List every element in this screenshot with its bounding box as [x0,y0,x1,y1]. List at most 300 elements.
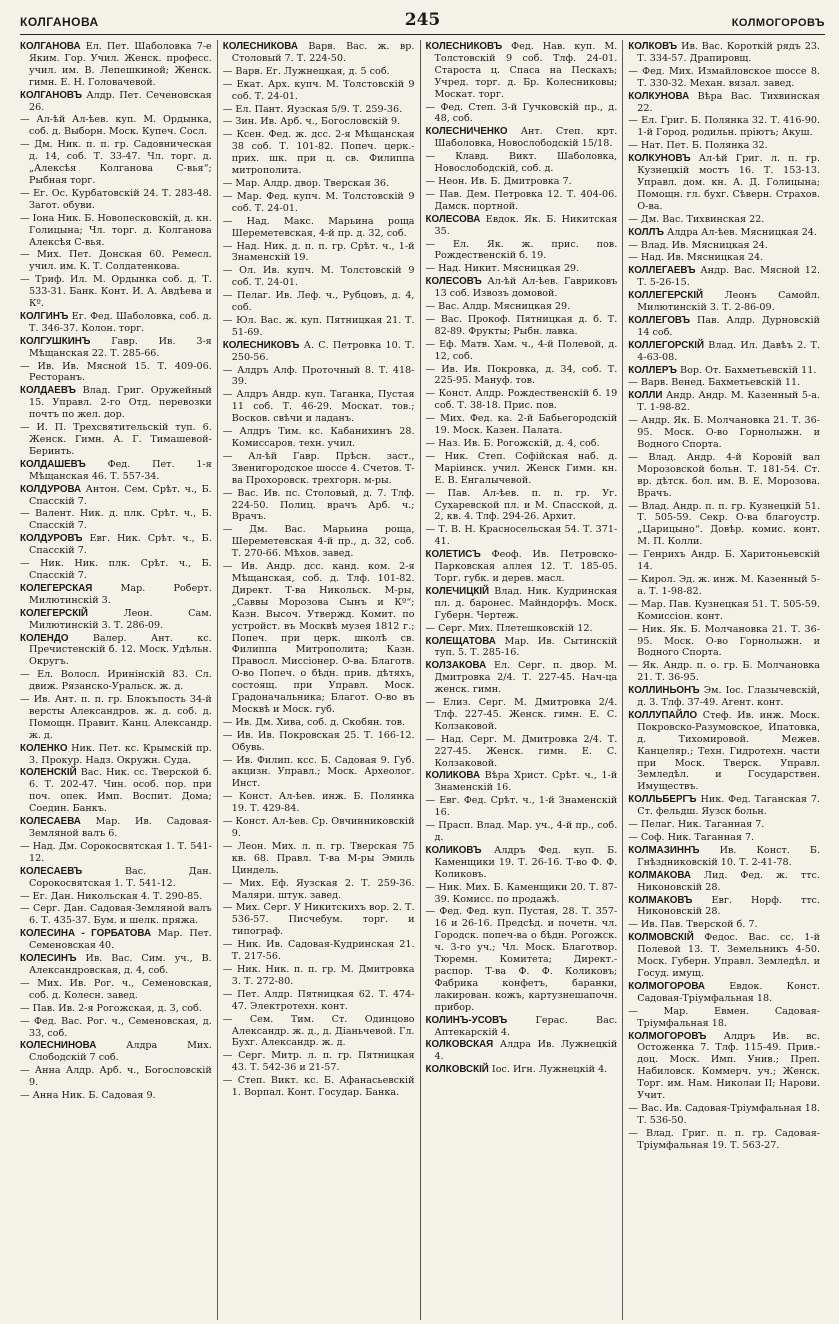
directory-entry [223,730,415,754]
directory-entry [20,583,212,607]
entry-surname: КОЛГАНОВА [20,41,81,52]
entry-text: — Юл. Вас. ж. куп. Пятницкая 21. Т. 51-69. [222,314,415,338]
entry-surname: КОЛЕСНИКОВА [222,41,298,52]
entry-text: — Еф. Матв. Хам. ч., 4-й Полевой, д. 12, соб. [425,338,618,362]
directory-entry [426,488,618,524]
directory-entry [223,964,415,988]
directory-entry [20,1003,212,1015]
directory-entry [20,533,212,557]
entry-surname: КОЛКУНОВА [628,90,690,102]
entry-surname: КОЛЛЕРЪ [628,364,677,376]
entry-surname: КОЛЛУПАЙЛО [628,709,698,721]
entry-surname: КОЛЕСНИНОВА [20,1040,97,1052]
entry-text: — Нат. Пет. Б. Полянка 32. [628,140,768,152]
directory-entry [426,636,618,660]
directory-entry [628,660,820,684]
directory-entry [426,301,618,313]
directory-entry [223,755,415,791]
entry-text: — Пет. Алдр. Пятницкая 62. Т. 474-47. Электротехн. конт. [222,988,415,1012]
entry-text: — Екат. Арх. купч. М. Толстовскій 9 соб. Т. 24-01. [222,78,415,102]
entry-surname: КОЛЕСАЕВА [20,816,81,828]
entry-surname: КОЛЛЬБЕРГЪ [628,794,697,806]
entry-text: — Ол. Ив. купч. М. Толстовскій 9 соб. Т. 24-01. [222,265,415,289]
directory-entry [20,767,212,815]
directory-entry [628,390,820,414]
entry-text: Влад. Григ. Оружейный 15. Управл. 2-го Отд. перевозки почтъ по жел. дор. [29,385,212,421]
directory-entry [426,549,618,585]
entry-text: Ив. Вас. Сим. уч., В. Александровская, д. 4, соб. [29,953,212,976]
directory-entry [426,413,618,437]
directory-entry [628,41,820,65]
directory-entry [628,140,820,152]
directory-entry [426,586,618,622]
entry-text: — Клавд. Викт. Шаболовка, Новослободскій, соб. д. [425,151,618,175]
entry-text: — Ив. Филип. ксс. Б. Садовая 9. Губ. акцизн. Управл.; Моск. Археолог. Инст. [222,754,415,790]
directory-entry [426,845,618,881]
directory-entry [20,1040,212,1064]
directory-entry [223,116,415,128]
directory-entry [223,524,415,560]
entry-text: — Алдръ Алф. Проточный 8. Т. 418-39. [222,364,415,388]
page-header [20,8,825,35]
entry-surname: КОЛДУРОВЪ [20,533,83,545]
entry-text: — Серг. Митр. л. п. гр. Пятницкая 43. Т. 542-36 и 21-57. [222,1050,415,1074]
entry-text: — Ив. Ант. п. п. гр. Блокъпость 34-й версты Александров. ж. д. соб. д. Помощн. Правит. Канц. Александр. ж. д. [20,694,212,741]
entry-text: Гавр. Ив. 3-я Мѣщанская 22. Т. 285-66. [29,335,212,359]
directory-entry [20,928,212,952]
directory-entry [426,697,618,733]
entry-text: Ив. Конст. Б. Гнѣздниковскій 10. Т. 2-41-78. [637,844,820,868]
directory-entry [426,176,618,188]
entry-text: — Ег. Дан. Никольская 4. Т. 290-85. [20,890,203,902]
directory-entry [628,365,820,377]
entry-text: Валер. Ант. кс. Пречистенскій б. 12. Моск. Удѣльн. Округъ. [29,632,212,668]
entry-text: — Іона Ник. Б. Новопесковскій, д. кн. Голицына; Чл. торг. д. Колганова Алексѣя С-вья. [20,212,212,248]
entry-text: А. С. Петровка 10. Т. 250-56. [231,339,415,363]
directory-entry [628,240,820,252]
entry-surname: КОЛЛЕГОВЪ [628,314,691,326]
directory-entry [223,191,415,215]
directory-entry [628,415,820,451]
entry-surname: КОЛЕСАЕВЪ [20,865,83,877]
directory-entry [628,153,820,213]
directory-entry [223,129,415,177]
entry-surname: КОЛЗАКОВА [425,660,487,672]
directory-entry [20,558,212,582]
entry-surname: КОЛЛЕГЕРСКІЙ [628,290,704,302]
directory-entry [426,1064,618,1076]
directory-entry [628,919,820,931]
directory-entry [426,906,618,1013]
entry-text: Евдок. Як. Б. Никитская 35. [434,213,618,237]
entry-surname: КОЛКОВСКАЯ [425,1039,494,1051]
directory-entry [628,685,820,709]
directory-entry [628,819,820,831]
entry-text: — Мих. Ив. Рог. ч., Семеновская, соб. д. Колесн. завед. [20,977,212,1001]
entry-text: — Ив. Пав. Тверской б. 7. [628,919,758,931]
directory-entry [20,139,212,187]
directory-entry [426,1015,618,1039]
directory-entry [628,377,820,389]
entry-text: — Соф. Ник. Таганная 7. [628,832,755,843]
column-3 [420,40,623,1320]
entry-surname: КОЛЕЩАТОВА [425,635,496,647]
entry-text: — Мар. Фед. купч. М. Толстовскій 9 соб. Т. 24-01. [222,190,415,214]
directory-entry [223,265,415,289]
entry-surname: КОЛЕНСКІЙ [20,767,77,779]
entry-text: — Ег. Ос. Курбатовскій 24. Т. 283-48. Загот. обуви. [20,187,212,211]
directory-entry [628,549,820,573]
entry-surname: КОЛГУШКИНЪ [20,335,91,347]
directory-entry [20,866,212,890]
entry-text: — Ник. Як. Б. Молчановка 21. Т. 36-95. Моск. О-во Горнолыжн. и Водного Спорта. [628,623,820,659]
entry-text: — Конст. Ал-ѣев. инж. Б. Полянка 19. Т. 429-84. [222,791,415,815]
entry-surname: КОЛМОВСКІЙ [628,932,694,944]
entry-text: — Наз. Ив. Б. Рогожскій, д. 4, соб. [425,438,600,449]
entry-text: Ег. Фед. Шаболовка, соб. д. Т. 346-37. Колон. торг. [29,310,212,334]
entry-text: Мар. Пет. Семеновская 40. [29,928,212,952]
directory-entry [628,290,820,314]
directory-entry [628,115,820,139]
entry-text: — Мар. Алдр. двор. Тверская 36. [222,177,390,189]
directory-entry [426,524,618,548]
directory-entry [628,870,820,894]
directory-entry [20,608,212,632]
entry-text: — Мар. Евмен. Садовая-Тріумфальная 18. [628,1005,820,1029]
directory-entry [628,624,820,660]
entry-text: — Вас. Ив. пс. Столовый, д. 7. Тлф. 224-50. Полиц. врачъ Арб. ч.; Врачъ. [222,487,415,523]
entry-text: — Ив. Ив. Покровка, д. 34, соб. Т. 225-95. Мануф. тов. [425,363,618,387]
directory-entry [223,791,415,815]
directory-entry [20,1065,212,1089]
entry-text: Леон. Сам. Милютинскій 3. Т. 286-09. [29,607,212,631]
entry-text: — Варв. Ег. Лужнецкая, д. 5 соб. [222,65,390,77]
entry-surname: КОЛЕГЕРСКАЯ [20,582,93,594]
directory-entry [426,795,618,819]
entry-text: — Конст. Ал-ѣев. Ср. Овчинниковскій 9. [222,816,415,839]
entry-surname: КОЛЕСОВЪ [425,276,482,288]
entry-text: — Степ. Викт. кс. Б. Афанасьевскій 1. Ворпал. Конт. Государ. Банка. [222,1075,415,1099]
directory-entry [628,932,820,980]
entry-text: — Ел. Як. ж. прис. пов. Рождественскій б. 19. [425,238,618,262]
directory-entry [628,832,820,844]
entry-surname: КОЛЕТИСЪ [425,549,481,561]
entry-surname: КОЛЛЕГАЕВЪ [628,265,696,277]
entry-text: — Елиз. Серг. М. Дмитровка 2/4. Тлф. 227-45. Женск. гимн. Е. С. Колзаковой. [425,697,618,732]
entry-text: Алдра Ив. Лужнецкій 4. [434,1039,618,1063]
entry-text: — Пав. Ив. 2-я Рогожская, д. 3, соб. [20,1002,202,1014]
entry-text: — Як. Андр. п. о. гр. Б. Молчановка 21. Т. 36-95. [628,660,820,684]
directory-entry [20,903,212,927]
entry-text: — Ив. Дм. Хива, соб. д. Скобян. тов. [222,716,406,728]
entry-text: — Ив. Ив. Покровская 25. Т. 166-12. Обувь. [222,729,415,753]
directory-entry [426,263,618,275]
directory-entry [426,214,618,238]
entry-text: — Влад. Андр. 4-й Коровій вал Морозовской больн. Т. 181-54. Ст. вр. дѣтск. бол. им. В. Е. Морозова. Врачъ. [628,451,820,499]
directory-entry [223,66,415,78]
directory-entry [426,734,618,770]
directory-entry [20,816,212,840]
entry-text: — Пав. Ал-ѣев. п. п. гр. Уг. Сухаревской пл. и М. Спасской, д. 2, кв. 4. Тлф. 294-26. Архит. [425,487,618,523]
entry-surname: КОЛЕСИНЪ [20,953,77,965]
entry-text: — Фед. Степ. 3-й Гучковскій пр., д. 48, соб. [425,101,618,125]
directory-entry [628,452,820,500]
running-head-left: КОЛГАНОВА [20,15,99,29]
entry-surname: КОЛДУРОВА [20,483,82,495]
entry-text: Мар. Ив. Садовая-Земляной валъ 6. [29,816,212,839]
directory-entry [223,241,415,265]
directory-entry [20,114,212,138]
directory-entry [20,90,212,114]
entry-text: — Над. Дм. Сорокосвятская 1. Т. 541-12. [20,840,212,864]
entry-text: — Ник. Степ. Софійская наб. д. Маріинск. учил. Женск Гимн. кн. Е. В. Енгалычевой. [425,450,618,486]
directory-entry [223,1014,415,1050]
directory-entry [628,501,820,549]
entry-text: Евдок. Конст. Садовая-Тріумфальная 18. [637,980,820,1004]
directory-entry [223,216,415,240]
directory-entry [426,189,618,213]
entry-text: — Анна Ник. Б. Садовая 9. [20,1090,156,1102]
entry-surname: КОЛИНЪ-УСОВЪ [425,1014,508,1026]
directory-entry [223,989,415,1013]
directory-entry [426,126,618,150]
entry-surname: КОЛКОВСКІЙ [425,1064,489,1076]
entry-text: Алдра Ал-ѣев. Мясницкая 24. [666,226,817,238]
entry-text: — Влад. Ив. Мясницкая 24. [628,239,768,251]
entry-surname: КОЛКОВЪ [628,41,678,52]
entry-text: — Серг. Мих. Плетешковскій 12. [425,622,593,634]
entry-text: — Ксен. Фед. ж. дсс. 2-я Мѣщанская 38 соб. Т. 101-82. Попеч. церк.-прих. шк. при ц. св. Филиппа митрополита. [222,129,415,177]
directory-entry [223,365,415,389]
directory-entry [223,816,415,840]
directory-entry [628,895,820,919]
entry-text: Эм. Іос. Глазычевскій, д. 3. Тлф. 37-49. Агент. конт. [637,685,820,709]
directory-entry [20,1090,212,1102]
entry-text: — Влад. Андр. п. п. гр. Кузнецкій 51. Т. 505-59. Секр. О-ва благоустр. „Царицыно“. Довѣр. комис. конт. М. П. Колли. [628,500,820,548]
entry-text: — Т. В. Н. Красносельская 54. Т. 371-41. [425,524,618,548]
directory-entry [628,1006,820,1030]
directory-entry [426,151,618,175]
entry-text: — Мих. Фед. ка. 2-й Бабьегородскій 19. Моск. Казен. Палата. [425,413,618,437]
directory-entry [628,1103,820,1127]
directory-entry [223,878,415,902]
entry-text: Вѣра Вас. Тихвинская 22. [637,90,820,114]
directory-entry [628,845,820,869]
directory-entry [20,274,212,310]
directory-entry [20,891,212,903]
directory-entry [628,315,820,339]
directory-entry [628,1031,820,1102]
entry-text: — Дм. Ник. п. п. гр. Садовническая д. 14, соб. Т. 33-47. Чл. торг. д. „Алексѣя Колганова С-вья“; Рыбная торг. [20,139,212,186]
directory-entry [223,1075,415,1099]
directory-entry [426,882,618,906]
entry-text: — Вас. Ив. Садовая-Тріумфальная 18. Т. 536-50. [628,1102,820,1126]
entry-surname: КОЛДАЕВЪ [20,385,76,397]
entry-text: — Ник. Ник. п. п. гр. М. Дмитровка 3. Т. 272-80. [222,963,415,987]
entry-text: — Вас. Прокоф. Пятницкая д. б. Т. 82-89. Фрукты; Рыбн. лавка. [425,313,618,337]
entry-surname: КОЛМОГОРОВЪ [628,1030,707,1042]
directory-entry [20,336,212,360]
directory-entry [426,623,618,635]
entry-text: — Алдръ Андр. куп. Таганка, Пустая 11 соб. Т. 46-29. Москат. тов.; Восков. свѣчи и ладанъ. [222,389,415,425]
entry-surname: КОЛИКОВА [425,770,481,782]
entry-text: — Леон. Мих. л. п. гр. Тверская 75 кв. 68. Правл. Т-ва М-ры Эмиль Циндель. [222,840,415,876]
entry-text: — Пелаг. Ник. Таганная 7. [628,819,765,831]
entry-surname: КОЛЕНКО [20,742,68,754]
directory-entry [20,953,212,977]
entry-text: Евг. Норф. ттс. Никоновскій 28. [637,894,820,918]
entry-text: Ник. Пет. кс. Крымскій пр. 3. Прокур. Надз. Окружн. Суда. [29,742,212,766]
entry-text: — Андр. Як. Б. Молчановка 21. Т. 36-95. Моск. О-во Горнолыжн. и Водного Спорта. [628,415,820,450]
directory-entry [20,694,212,742]
entry-text: — Кирол. Эд. ж. инж. М. Казенный 5-а. Т. 1-98-82. [628,573,820,597]
entry-text: — Над. Ив. Мясницкая 24. [628,252,764,264]
directory-entry [20,508,212,532]
entry-surname: КОЛЛЪ [628,226,664,238]
directory-entry [20,1016,212,1040]
entry-text: — Мих. Пет. Донская 60. Ремесл. учил. им. К. Т. Солдатенкова. [20,249,212,273]
entry-surname: КОЛМАКОВА [628,869,691,881]
entry-surname: КОЛЕСОВА [425,213,481,225]
entry-text: — Сем. Тим. Ст. Одинцово Александр. ж. д., д. Діаньчевой. Гл. Бухг. Александр. ж. д. [222,1013,415,1049]
directory-entry [20,484,212,508]
directory-entry [223,178,415,190]
entry-text: — Генрихъ Андр. Б. Харитоньевскій 14. [628,549,820,573]
directory-entry [628,91,820,115]
entry-text: — Конст. Алдр. Рождественскій б. 19 соб. Т. 38-18. Прис. пов. [425,388,618,412]
directory-entry [426,276,618,300]
entry-text: — Прасп. Влад. Мар. уч., 4-й пр., соб. д. [425,820,618,843]
directory-entry [223,1050,415,1074]
directory-entry [223,717,415,729]
entry-text: — Валент. Ник. д. плк. Срѣт. ч., Б. Спасскій 7. [20,508,212,532]
entry-surname: КОЛЛЕГОРСКІЙ [628,339,705,351]
column-2 [217,40,420,1320]
entry-text: Вас. Ник. сс. Тверской б. 6. Т. 202-47. Чин. особ. пор. при поч. опек. Имп. Воспит. Дома; Соедин. Банкъ. [29,767,212,815]
directory-entry [426,314,618,338]
entry-text: — Дм. Вас. Марьина роща, Шереметевская 4-й пр., д. 32, соб. Т. 270-66. Мѣхов. завед. [222,524,415,560]
entry-text: — Анна Алдр. Арб. ч., Богословскій 9. [20,1065,212,1089]
directory-entry [628,265,820,289]
entry-text: — Фед. Фед. куп. Пустая, 28. Т. 357-16 и 26-16. Предсѣд. и почетн. чл. Городск. попеч-ва о бѣдн. Рогожск. ч. 3-го уч.; Чл. Моск. Благотвор. Тюремн. Комитета; Директ.-распор. Т-ва Ф. Ф. Коликовъ; Фабрика конфетъ, баранки, лакирован. кожъ, картузнешапочн. прибор. [425,906,618,1013]
entry-text: — Мар. Пав. Кузнецкая 51. Т. 505-59. Комиссіон. конт. [628,598,820,622]
entry-text: — Ив. Андр. дсс. канд. ком. 2-я Мѣщанская, соб. д. Тлф. 101-82. Директ. Т-ва Никольск. М-ры, „Саввы Морозова Сынъ и Кº“; Казн. Высоч. Утвержд. Комит. по устройст. въ Москвѣ музея 1812 г.; Попеч. при церк. школѣ св. Филиппа Митрополита; Казн. Правосл. Миссіонер. О-ва. Благотв. О-во Попеч. о бѣдн. прив. дѣтяхъ, состоящ. при Управл. Моск. Градоначальника; Благот. О-во въ Москвѣ и Моск. губ. [222,561,415,715]
entry-text: Алдр. Пет. Сеченовская 26. [29,89,212,113]
entry-text: — Над. Серг. М. Дмитровка 2/4. Т. 227-45. Женск. гимн. Е. С. Колзаковой. [425,733,618,769]
entry-text: Ал-ѣй Ал-ѣев. Гавриковъ 13 соб. Извозъ домовой. [434,276,618,300]
directory-entry [426,1039,618,1063]
directory-entry [223,426,415,450]
directory-entry [223,841,415,877]
directory-entry [628,599,820,623]
directory-entry [628,794,820,818]
directory-entry [628,227,820,239]
directory-entry [20,188,212,212]
entry-text: — Пелаг. Ив. Леф. ч., Рубцовъ, д. 4, соб. [222,290,415,314]
entry-text: — Ал-ѣй Гавр. Прѣсн. заст., Звенигородское шоссе 4. Счетов. Т-ва Прохоровск. трехгорн. м-ры. [222,450,415,486]
entry-surname: КОЛИКОВЪ [425,844,482,856]
directory-entry [426,239,618,263]
entry-surname: КОЛЕСНИКОВЪ [222,339,300,351]
directory-entry [426,438,618,450]
entry-text: Федос. Вас. сс. 1-й Полевой 13. Т. Земельникъ 4-50. Моск. Губерн. Управл. Земледѣл. и Госуд. имущ. [637,932,820,979]
directory-entry [426,770,618,794]
entry-text: Вѣра Христ. Срѣт. ч., 1-й Знаменскій 16. [434,770,618,794]
entry-surname: КОЛЛИНЬОНЪ [628,685,700,697]
directory-entry [223,939,415,963]
entry-surname: КОЛГИНЪ [20,310,69,322]
entry-text: — Дм. Вас. Тихвинская 22. [628,213,765,225]
directory-entry [223,561,415,716]
directory-entry [223,41,415,65]
entry-text: — Над. Макс. Марьина роща Шереметевская, 4-й пр. д. 32, соб. [222,215,415,239]
directory-entry [20,633,212,669]
entry-text: — Влад. Григ. п. п. гр. Садовая-Тріумфальная 19. Т. 563-27. [628,1127,820,1151]
directory-entry [426,388,618,412]
entry-text: Фед. Пет. 1-я Мѣщанская 46. Т. 557-34. [29,458,212,482]
directory-entry [20,41,212,89]
entry-text: — Варв. Венед. Бахметьевскій 11. [628,377,801,389]
entry-text: — Над. Никит. Мясницкая 29. [425,263,580,275]
entry-surname: КОЛМОГОРОВА [628,980,705,992]
entry-text: Фед. Нав. куп. М. Толстовскій 9 соб. Тлф. 24-01. Староста ц. Спаса на Пескахъ; Учред. торг. д. Бр. Колесниковы; Москат. торг. [434,41,618,100]
directory-entry [20,385,212,421]
entry-text: Стеф. Ив. инж. Моск. Покровско-Разумовское, Ипатовка, д. Тихомировой. Межев. Канцеляр.; Техн. Гидротехн. части при Моск. Тверск. Управл. Земледѣл. и Государствен. Имуществъ. [637,709,820,793]
directory-entry [20,361,212,385]
directory-entry [628,574,820,598]
entry-text: — Фед. Мих. Измайловское шоссе 8. Т. 330-32. Механ. вязал. завед. [628,65,820,89]
directory-columns [20,40,825,1320]
entry-text: Евг. Ник. Срѣт. ч., Б. Спасскій 7. [29,533,212,557]
entry-text: Влад. Ник. Кудринская пл. д. баронес. Майндорфъ. Моск. Губерн. Чертеж. [434,585,618,621]
entry-text: — И. П. Трехсвятительскій туп. 6. Женск. Гимн. А. Г. Тимашевой-Беринть. [20,422,212,457]
directory-entry [20,459,212,483]
entry-text: — Неон. Ив. Б. Дмитровка 7. [425,175,572,187]
column-1 [20,40,217,1320]
entry-surname: КОЛГАНОВЪ [20,89,83,101]
entry-text: Алдръ Ив. вс. Остоженка 7. Тлф. 115-49. Прив.-доц. Моск. Имп. Унив.; Преп. Набиловск. Коммерч. уч.; Женск. Торг. им. Нам. Николаи II; Нарови. Учит. [637,1030,820,1102]
entry-text: — Евг. Фед. Срѣт. ч., 1-й Знаменскій 16. [425,795,618,819]
entry-surname: КОЛЛИ [628,390,663,402]
entry-text: Мар. Роберт. Милютинскій 3. [29,582,212,606]
entry-text: — Фед. Вас. Рог. ч., Семеновская, д. 33, соб. [20,1015,212,1039]
directory-entry [20,841,212,865]
entry-text: Варв. Вас. ж. вр. Столовый 7. Т. 224-50. [231,41,415,64]
entry-text: — Мих. Еф. Яузская 2. Т. 259-36. Маляри. штук. завед. [222,877,415,901]
entry-surname: КОЛЕСНИЧЕНКО [425,126,508,138]
entry-text: — Зин. Ив. Арб. ч., Богословскій 9. [222,116,401,128]
entry-text: Герас. Вас. Аптекарскій 4. [434,1014,618,1038]
entry-text: — Триф. Ил. М. Ордынка соб. д. Т. 533-31. Банк. Конт. И. А. Авдѣева и Кº. [20,274,212,310]
entry-text: — Вас. Алдр. Мясницкая 29. [425,301,571,313]
directory-entry [223,290,415,314]
entry-text: Іос. Игн. Лужнецкій 4. [491,1064,608,1076]
entry-surname: КОЛЕЧИЦКІЙ [425,585,490,597]
entry-text: — Ник. Мих. Б. Каменщики 20. Т. 87-39. Комисс. по продажѣ. [425,881,618,905]
directory-entry [426,339,618,363]
directory-entry [426,451,618,487]
entry-text: Лид. Фед. ж. ттс. Никоновскій 28. [637,869,820,893]
directory-entry [223,79,415,103]
entry-text: Ив. Вас. Короткій рядъ 23. Т. 334-57. Драпировщ. [637,41,820,64]
entry-text: Ел. Серг. п. двор. М. Дмитровка 2/4. Т. 227-45. Нач-ца женск. гимн. [434,660,618,696]
entry-text: Андр. Андр. М. Казенный 5-а. Т. 1-98-82. [637,390,820,414]
directory-entry [426,660,618,696]
entry-surname: КОЛКУНОВЪ [628,153,691,165]
column-4 [622,40,825,1320]
directory-entry [223,340,415,364]
entry-text: — Ник. Ник. плк. Срѣт. ч., Б. Спасскій 7. [20,558,212,581]
